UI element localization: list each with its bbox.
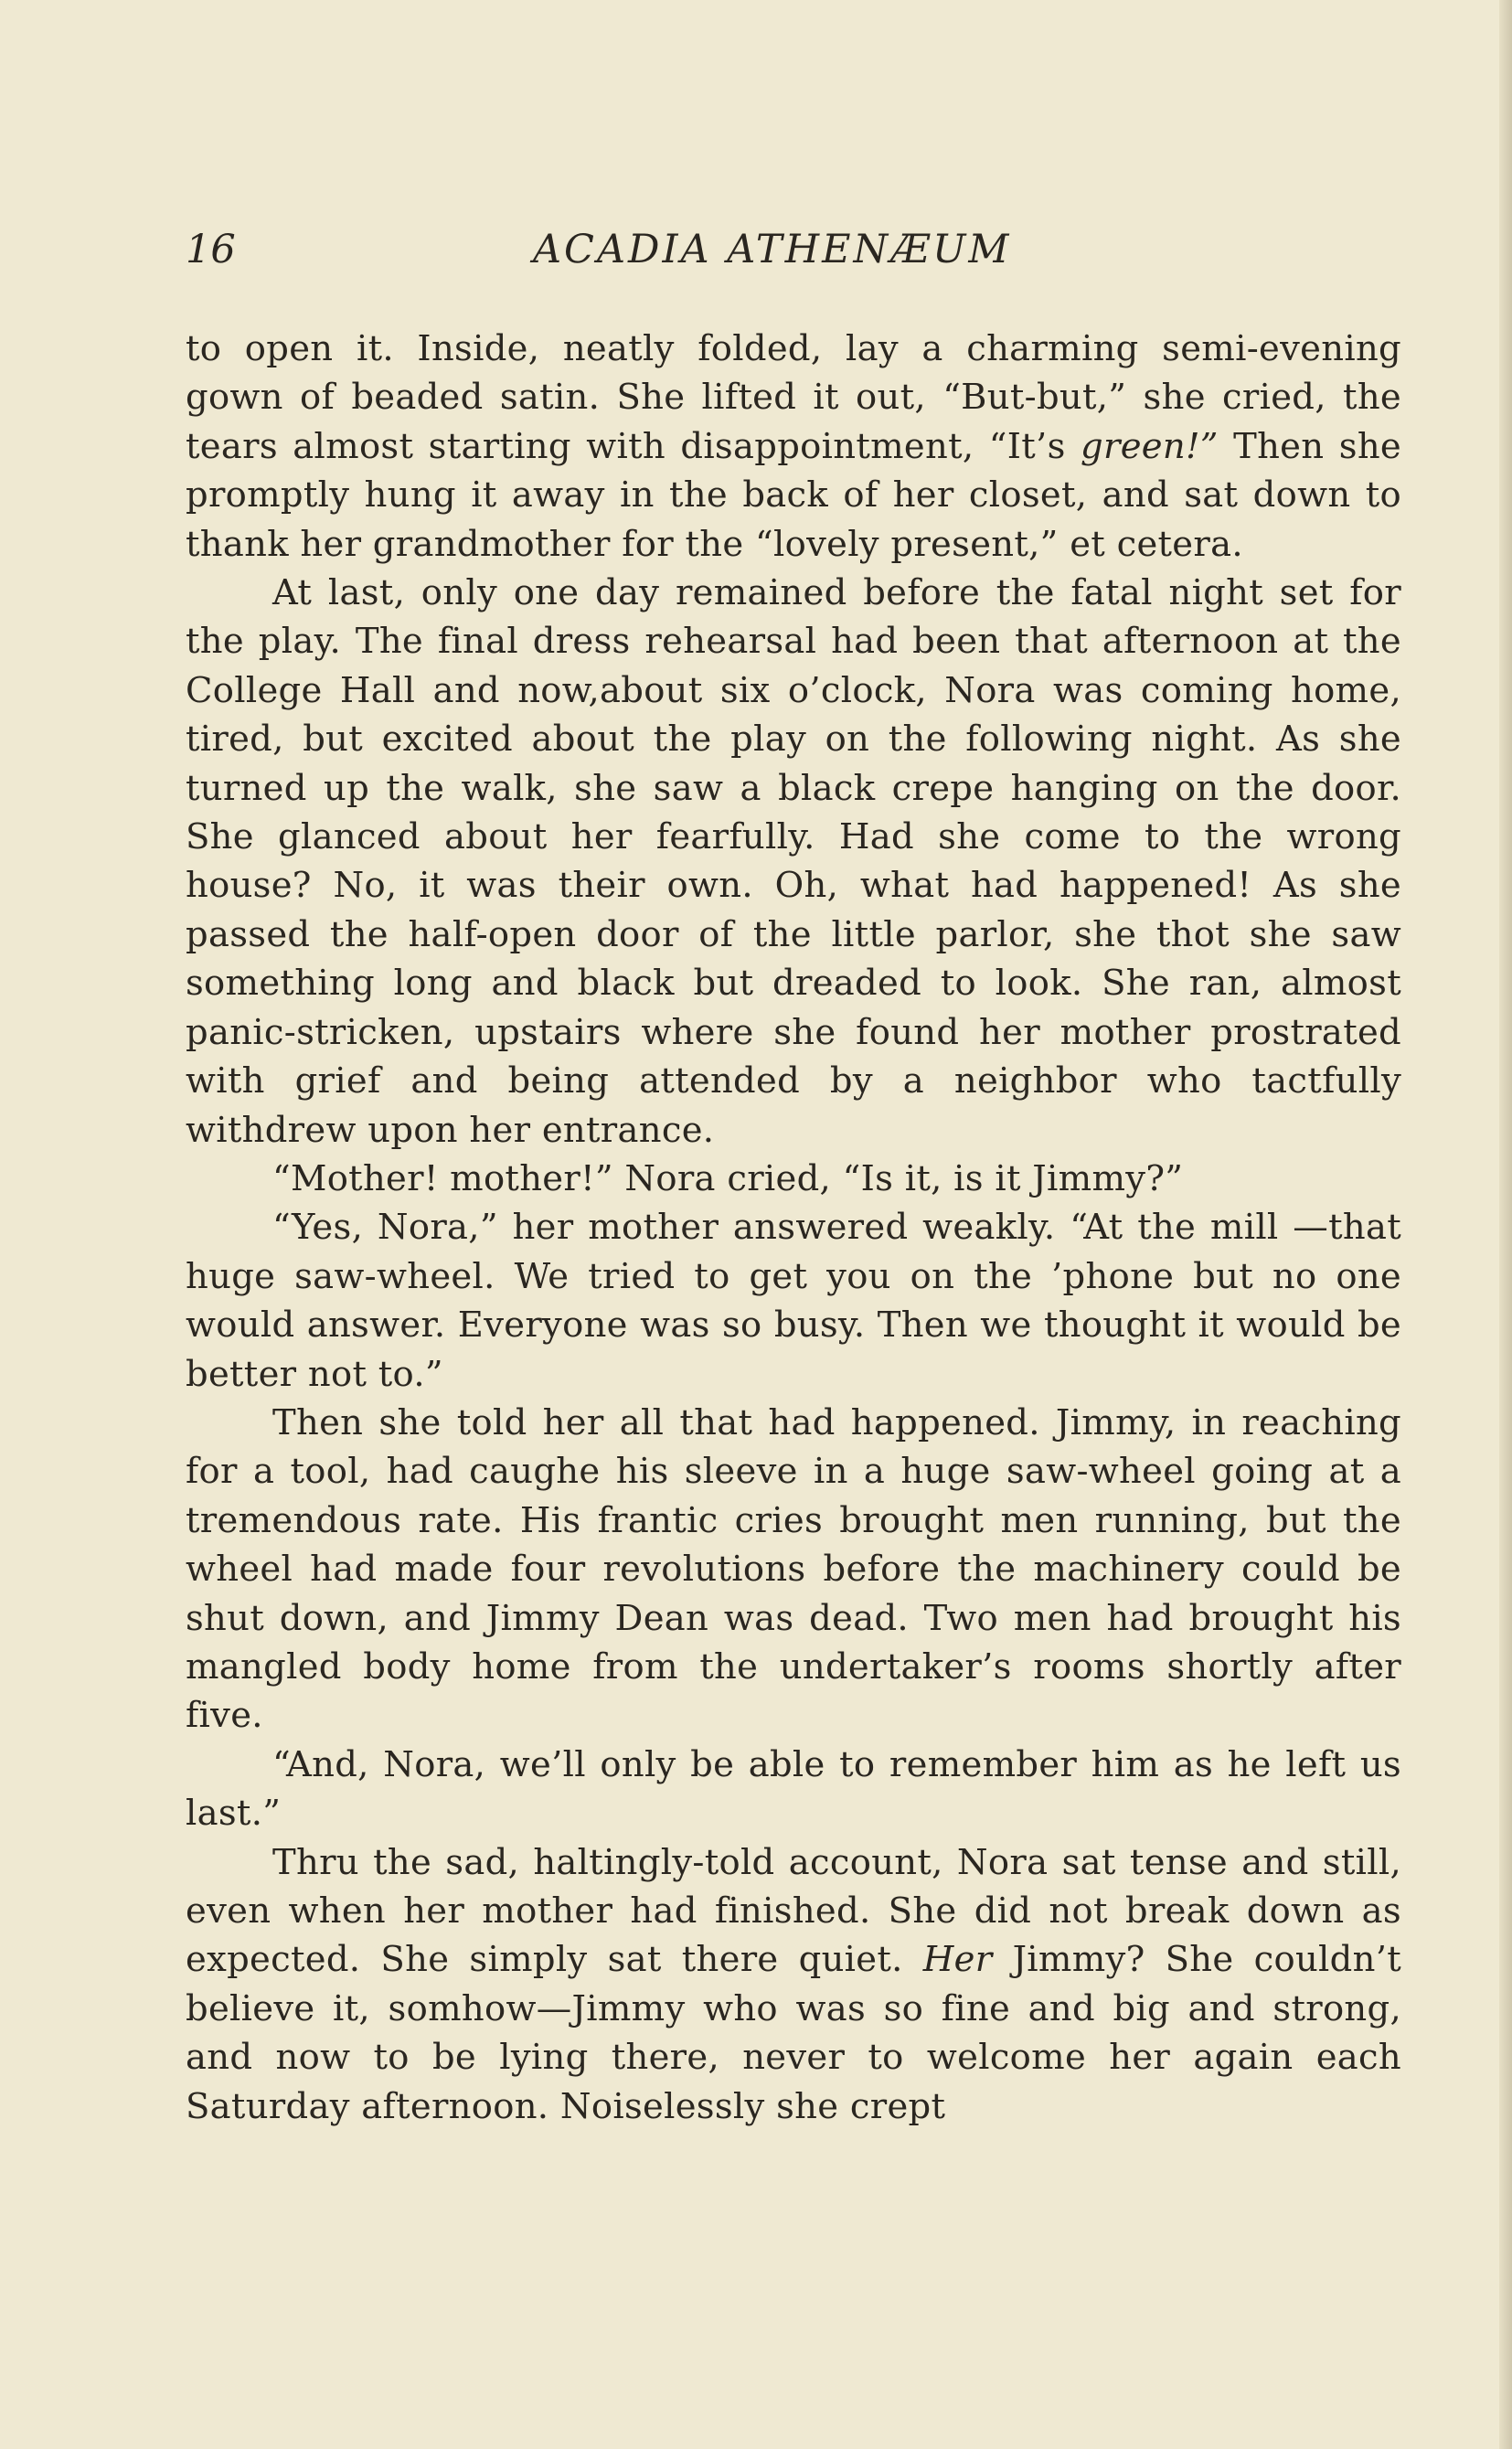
paragraph-1-part-c: Then she promptly hung it away in the back of her closet, and sat down to thank her grandmother for the “lovely present,” et cetera.: [186, 425, 1401, 565]
paragraph-7-italic-her: Her: [922, 1939, 993, 1981]
page-number: 16: [186, 227, 236, 272]
paragraph-7-part-a: Thru the sad, haltingly-told account, Nora sat tense and still, even when her mother had finished. She did not break down as expected. She simply sat there quiet.: [186, 1841, 1401, 1981]
paragraph-7: [186, 1838, 1401, 2131]
paragraph-6: “And, Nora, we’ll only be able to remember him as he left us last.”: [186, 1743, 1401, 1835]
paragraph-1-italic-green: green!”: [1081, 425, 1219, 467]
running-title: ACADIA ATHENÆUM: [533, 227, 1012, 272]
paragraph-3: “Mother! mother!” Nora cried, “Is it, is it Jimmy?”: [272, 1157, 1184, 1199]
paragraph-2: At last, only one day remained before the fatal night set for the play. The final dress rehearsal had been that afternoon at the College Hall and now,about six o’clock, Nora was coming home, tired, but excited about the play on the following night. As she turned up the walk, she saw a black crepe hanging on the door. She glanced about her fearfully. Had she come to the wrong house? No, it was their own. Oh, what had happened! As she passed the half-open door of the little parlor, she thot she saw something long and black but dreaded to look. She ran, almost panic-stricken, upstairs where she found her mother prostrated with grief and being attended by a neighbor who tactfully withdrew upon her entrance.: [186, 572, 1401, 1151]
page-edge: [1499, 0, 1512, 2449]
paragraph-1-part-a: to open it. Inside, neatly folded, lay a charming semi-evening gown of beaded satin. She lifted it out, “But-but,” she cried, the tears almost starting with disappointment, “It’s: [186, 328, 1401, 467]
paragraph-7-part-c: Jimmy? She couldn’t believe it, somhow—Jimmy who was so fine and big and strong, and now to be lying there, never to welcome her again each Saturday afternoon. Noiselessly she crept: [186, 1939, 1401, 2127]
paragraph-1: [186, 325, 1401, 569]
body-text: [186, 325, 1401, 2131]
paragraph-4: “Yes, Nora,” her mother answered weakly. “At the mill —that huge saw-wheel. We tried to get you on the ’phone but no one would answer. Everyone was so busy. Then we thought it would be better not to.”: [186, 1207, 1401, 1395]
paragraph-5: Then she told her all that had happened. Jimmy, in reaching for a tool, had caughe his sleeve in a huge saw-wheel going at a tremendous rate. His frantic cries brought men running, but the wheel had made four revolutions before the machinery could be shut down, and Jimmy Dean was dead. Two men had brought his mangled body home from the undertaker’s rooms shortly after five.: [186, 1401, 1401, 1737]
